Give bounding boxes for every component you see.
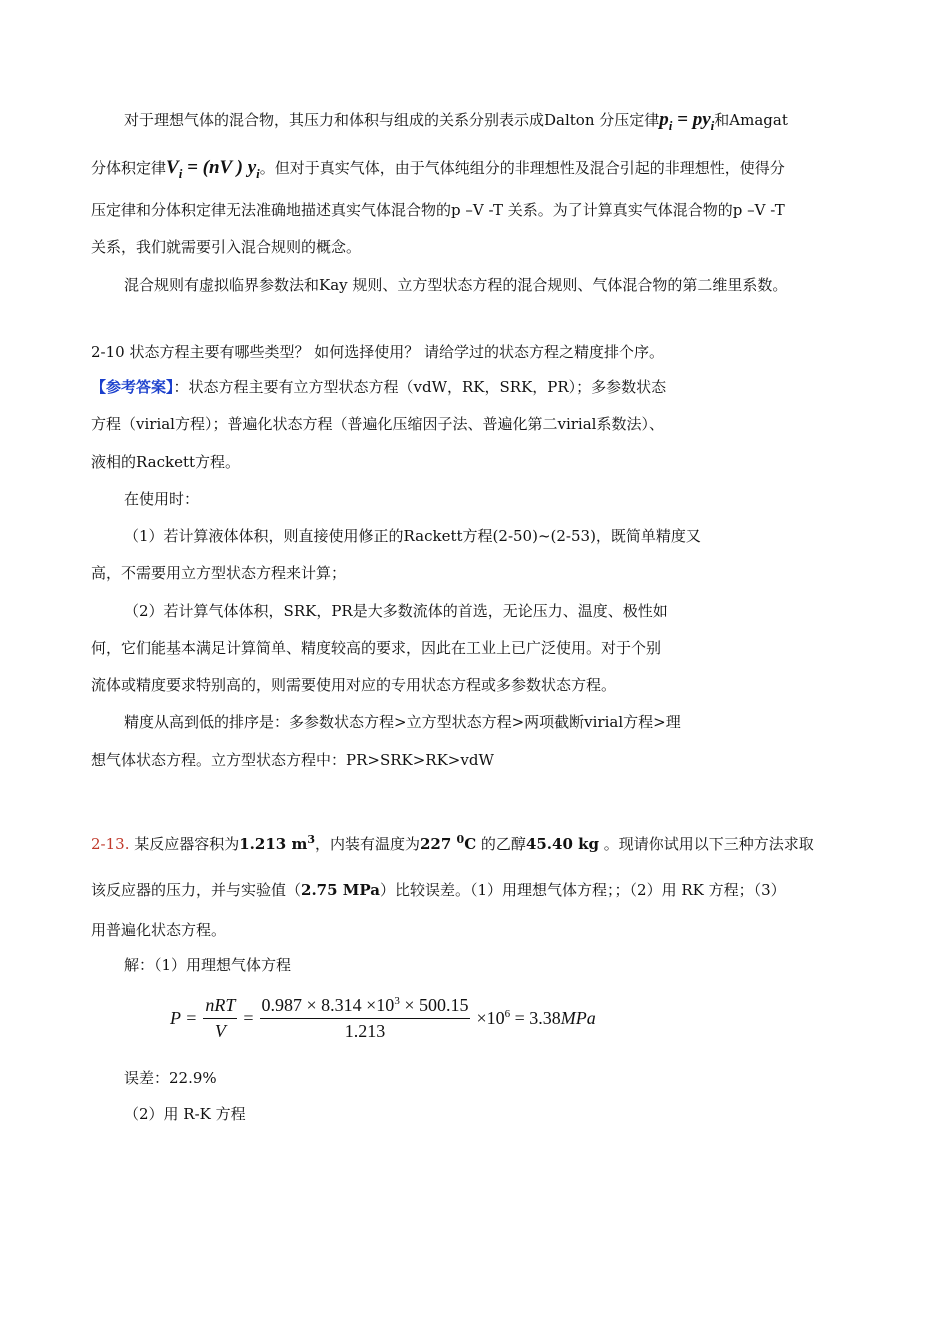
q210-answer-line7: （2）若计算气体体积，SRK，PR是大多数流体的首选，无论压力、温度、极性如	[124, 602, 668, 620]
para1-line1	[124, 110, 788, 136]
para1-line2	[91, 158, 785, 184]
text: 对于理想气体的混合物，其压力和体积与组成的关系分别表示成Dalton 分压定律	[124, 111, 660, 129]
text: 。但对于真实气体，由于气体纯组分的非理想性及混合引起的非理想性，使得分	[259, 159, 785, 177]
q210-answer-line4: 在使用时：	[124, 490, 200, 508]
q213-error: 误差：22.9%	[124, 1069, 217, 1087]
q210-answer-line2: 方程（virial方程）；普遍化状态方程（普遍化压缩因子法、普遍化第二virial系数法）、	[91, 415, 664, 433]
ideal-gas-equation: P = $\frac{\text{nRT}}{V}$ = $\frac{0.987 \times 8.314 \times 10^3 \times 500.15}{1.213}$ $\times 10^6 = 3.38MPa$	[170, 995, 596, 1041]
answer-tag: 【参考答案】	[91, 378, 174, 396]
para2: 混合规则有虚拟临界参数法和Kay 规则、立方型状态方程的混合规则、气体混合物的第二维里系数。	[124, 276, 788, 294]
q210-answer-line6: 高，不需要用立方型状态方程来计算；	[91, 564, 347, 582]
q210-answer-line10: 精度从高到低的排序是：多参数状态方程>立方型状态方程>两项截断virial方程>理	[124, 713, 681, 731]
q210-answer-line5: （1）若计算液体体积，则直接使用修正的Rackett方程(2-50)~(2-53)，既简单精度又	[124, 527, 701, 545]
q213-solution-heading: 解：（1）用理想气体方程	[124, 956, 292, 974]
q210-answer-line11: 想气体状态方程。立方型状态方程中：PR>SRK>RK>vdW	[91, 751, 494, 769]
q210-answer-line8: 何，它们能基本满足计算简单、精度较高的要求，因此在工业上已广泛使用。对于个别	[91, 639, 662, 657]
q213-line3: 用普遍化状态方程。	[91, 921, 227, 939]
fraction-nrt-over-v: $\frac{\text{nRT}}{V}$	[205, 995, 236, 1041]
text: 分体积定律	[91, 159, 167, 177]
para1-line3: 压定律和分体积定律无法准确地描述真实气体混合物的p –V -T 关系。为了计算真实气体混合物的p –V -T	[91, 201, 785, 219]
q213-line2: 该反应器的压力，并与实验值（2.75 MPa）比较误差。（1）用理想气体方程；；（2）用 RK 方程；（3）	[91, 881, 786, 899]
text: 和Amagat	[714, 111, 788, 129]
q210-answer-line3: 液相的Rackett方程。	[91, 453, 241, 471]
formula-amagat: $V_i = (nV$ ) $y_i$	[166, 157, 260, 181]
question-number: 2-13.	[91, 835, 130, 853]
q210-answer-line1: 【参考答案】：状态方程主要有立方型状态方程（vdW，RK，SRK，PR）；多参数状态	[91, 378, 667, 396]
formula-dalton: $p_i = py_i$	[659, 109, 715, 133]
q210-answer-line9: 流体或精度要求特别高的，则需要使用对应的专用状态方程或多参数状态方程。	[91, 676, 617, 694]
fraction-numeric: $\frac{0.987 \times 8.314 \times 10^3 \times 500.15}{1.213}$	[261, 995, 469, 1041]
q213-rk-heading: （2）用 R-K 方程	[124, 1105, 246, 1123]
para1-line4: 关系，我们就需要引入混合规则的概念。	[91, 238, 362, 256]
q210-question: 2-10 状态方程主要有哪些类型？ 如何选择使用？ 请给学过的状态方程之精度排个序。	[91, 343, 665, 361]
q213-line1: 2-13. 某反应器容积为1.213 $m^3$，内装有温度为227 $^0$C 的乙醇45.40 kg 。现请你试用以下三种方法求取	[91, 833, 814, 853]
